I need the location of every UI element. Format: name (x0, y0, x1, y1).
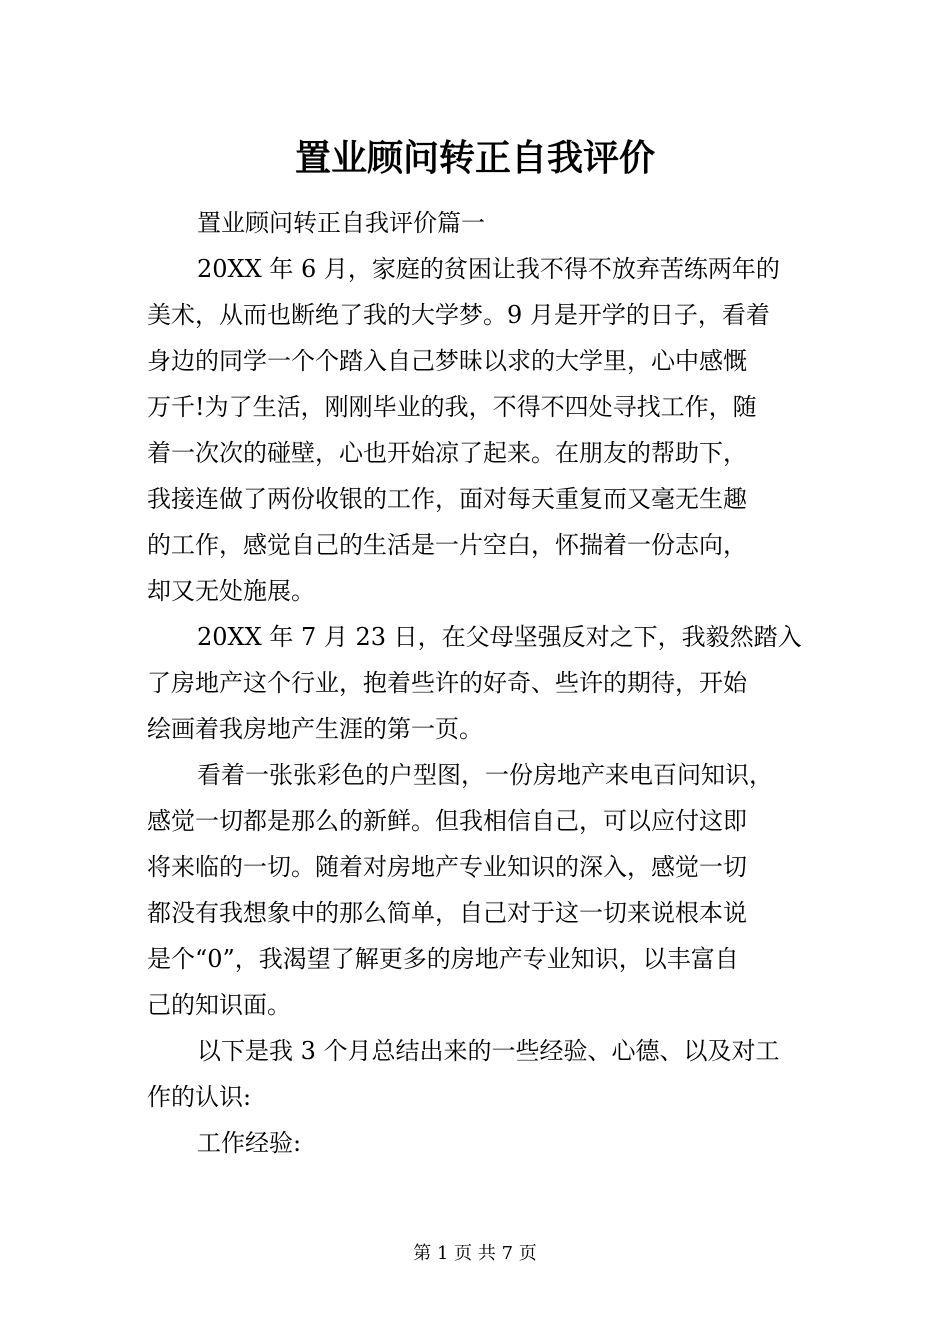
text-line: 的工作，感觉自己的生活是一片空白，怀揣着一份志向， (147, 531, 747, 559)
paragraph (147, 1120, 807, 1166)
text-line: 了房地产这个行业，抱着些许的好奇、些许的期待，开始 (147, 669, 747, 697)
text-line: 作的认识: (147, 1083, 252, 1111)
text-line: 20XX 年 7 月 23 日，在父母坚强反对之下，我毅然踏入 (197, 623, 802, 651)
text-line: 感觉一切都是那么的新鲜。但我相信自己，可以应付这即 (147, 807, 747, 835)
paragraph-heading (147, 200, 807, 246)
text-line: 万千!为了生活，刚刚毕业的我，不得不四处寻找工作，随 (147, 393, 757, 421)
text-line: 绘画着我房地产生涯的第一页。 (147, 715, 483, 743)
text-line: 却又无处施展。 (147, 577, 315, 605)
document-body (147, 200, 807, 1166)
text-line: 美术，从而也断绝了我的大学梦。9 月是开学的日子，看着 (147, 301, 770, 329)
page-title: 置业顾问转正自我评价 (294, 137, 655, 179)
text-line: 己的知识面。 (147, 991, 291, 1019)
page-number-footer: 第 1 页 共 7 页 (413, 1243, 537, 1264)
text-line: 都没有我想象中的那么简单，自己对于这一切来说根本说 (147, 899, 747, 927)
text-line: 置业顾问转正自我评价篇一 (197, 209, 485, 237)
text-line: 我接连做了两份收银的工作，面对每天重复而又毫无生趣 (147, 485, 747, 513)
paragraph (147, 752, 807, 1028)
text-line: 工作经验: (197, 1129, 302, 1157)
text-line: 是个“0”，我渴望了解更多的房地产专业知识，以丰富自 (147, 945, 739, 973)
paragraph (147, 246, 807, 614)
text-line: 以下是我 3 个月总结出来的一些经验、心德、以及对工 (197, 1037, 780, 1065)
text-line: 看着一张张彩色的户型图，一份房地产来电百问知识， (197, 761, 773, 789)
paragraph (147, 614, 807, 752)
text-line: 着一次次的碰壁，心也开始凉了起来。在朋友的帮助下， (147, 439, 747, 467)
text-line: 20XX 年 6 月，家庭的贫困让我不得不放弃苦练两年的 (197, 255, 780, 283)
paragraph (147, 1028, 807, 1120)
text-line: 身边的同学一个个踏入自己梦昧以求的大学里，心中感慨 (147, 347, 747, 375)
text-line: 将来临的一切。随着对房地产专业知识的深入，感觉一切 (147, 853, 747, 881)
